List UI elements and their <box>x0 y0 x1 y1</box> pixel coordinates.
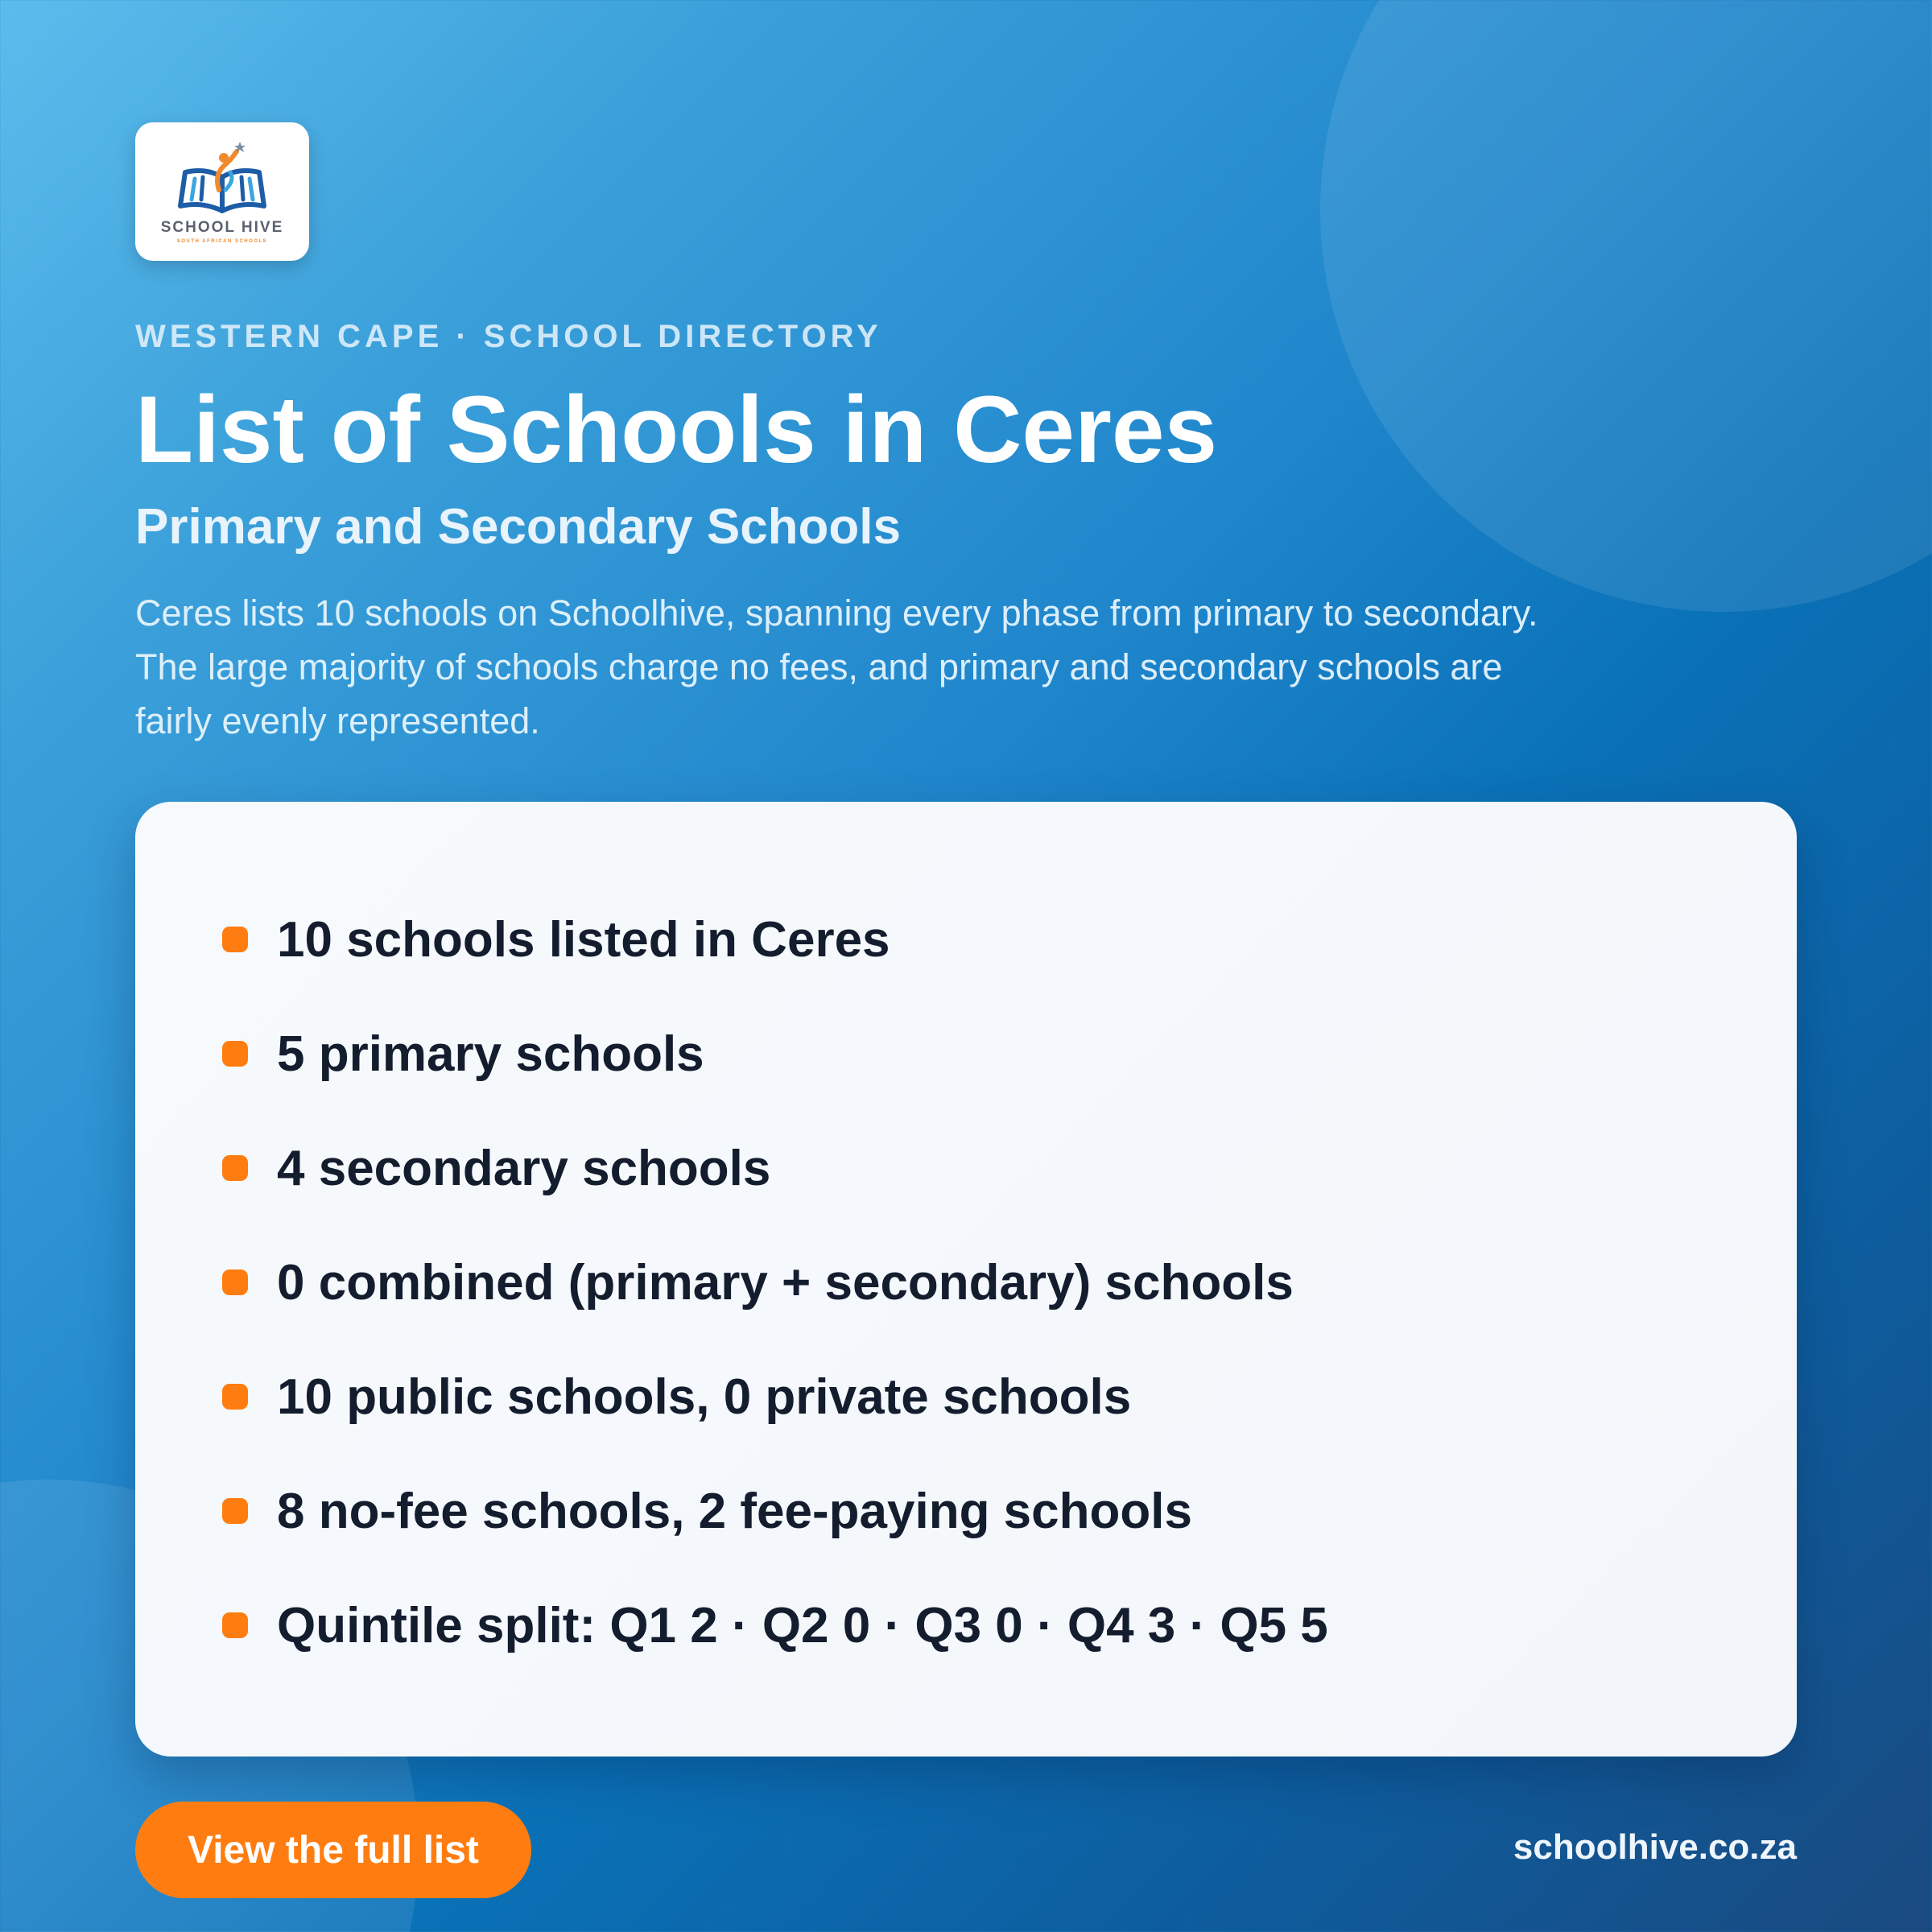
intro-paragraph: Ceres lists 10 schools on Schoolhive, spanning every phase from primary to secondary. The large majority of schools charge no fees, and primary and secondary schools are fairly evenly represented. <box>135 592 1538 741</box>
bullet-icon <box>222 927 248 952</box>
open-book-logo-icon <box>166 140 279 217</box>
fact-item <box>222 1568 1328 1682</box>
bullet-icon <box>222 1155 248 1181</box>
fact-text: 5 primary schools <box>277 1026 704 1082</box>
fact-item <box>222 1340 1328 1454</box>
bullet-icon <box>222 1384 248 1410</box>
fact-item <box>222 1225 1328 1340</box>
fact-text: Quintile split: Q1 2 · Q2 0 · Q3 0 · Q4 3 · Q5 5 <box>277 1597 1328 1653</box>
fact-text: 10 public schools, 0 private schools <box>277 1368 1132 1425</box>
logo-tagline: SOUTH AFRICAN SCHOOLS <box>176 238 268 244</box>
fact-item <box>222 1454 1328 1568</box>
fact-item <box>222 882 1328 997</box>
fact-item <box>222 1111 1328 1225</box>
decorative-circle-top-right <box>1320 0 1932 612</box>
logo <box>135 122 309 261</box>
bullet-icon <box>222 1612 248 1638</box>
fact-text: 8 no-fee schools, 2 fee-paying schools <box>277 1483 1192 1539</box>
facts-card <box>135 802 1797 1757</box>
page-subtitle: Primary and Secondary Schools <box>135 499 902 555</box>
view-full-list-button[interactable]: View the full list <box>135 1802 531 1898</box>
bullet-icon <box>222 1498 248 1524</box>
fact-text: 4 secondary schools <box>277 1140 771 1196</box>
facts-list <box>222 882 1328 1682</box>
site-link[interactable]: schoolhive.co.za <box>1513 1827 1797 1867</box>
bullet-icon <box>222 1269 248 1295</box>
fact-item <box>222 997 1328 1111</box>
page-title: List of Schools in Ceres <box>135 377 1218 483</box>
eyebrow-label: WESTERN CAPE · SCHOOL DIRECTORY <box>135 319 882 354</box>
logo-name: SCHOOL HIVE <box>160 218 284 236</box>
fact-text: 0 combined (primary + secondary) schools <box>277 1254 1294 1311</box>
bullet-icon <box>222 1041 248 1067</box>
fact-text: 10 schools listed in Ceres <box>277 911 890 968</box>
